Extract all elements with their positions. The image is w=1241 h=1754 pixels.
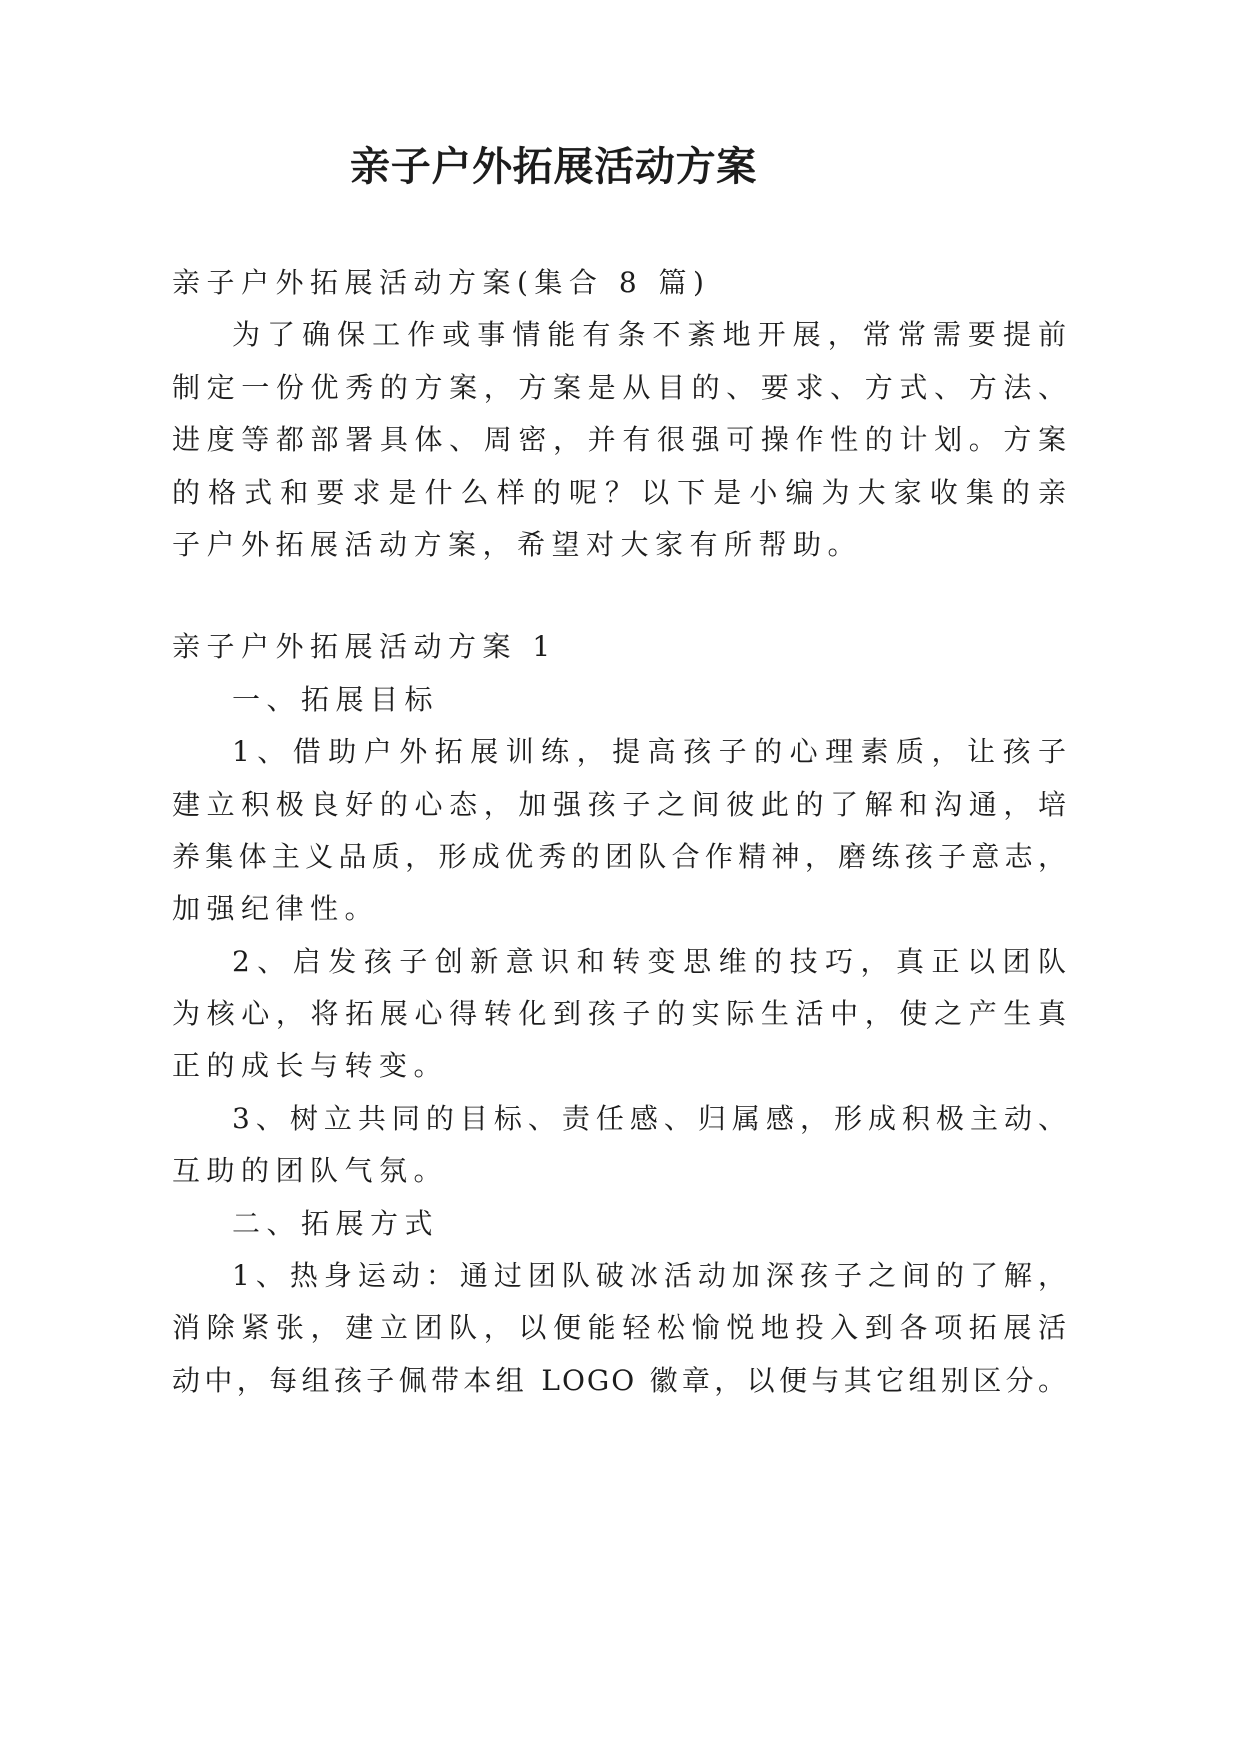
body-line: 3、树立共同的目标、责任感、归属感，形成积极主动、 xyxy=(232,1101,1068,1135)
body-line: 互助的团队气氛。 xyxy=(172,1154,449,1188)
subsection-heading: 一、拓展目标 xyxy=(232,682,440,716)
intro-line: 子户外拓展活动方案，希望对大家有所帮助。 xyxy=(172,527,863,561)
body-line: 建立积极良好的心态，加强孩子之间彼此的了解和沟通，培 xyxy=(172,787,1068,821)
intro-line: 进度等都部署具体、周密，并有很强可操作性的计划。方案 xyxy=(172,423,1068,457)
body-line: 正的成长与转变。 xyxy=(172,1049,449,1083)
intro-line: 为了确保工作或事情能有条不紊地开展，常常需要提前 xyxy=(232,318,1068,352)
body-line: 养集体主义品质，形成优秀的团队合作精神，磨练孩子意志， xyxy=(172,839,1068,873)
paragraph-spacer xyxy=(172,571,1068,621)
collection-title: 亲子户外拓展活动方案(集合 8 篇) xyxy=(172,266,711,299)
body-line: 2、启发孩子创新意识和转变思维的技巧，真正以团队 xyxy=(232,944,1068,978)
body-line: 消除紧张，建立团队，以便能轻松愉悦地投入到各项拓展活 xyxy=(172,1311,1068,1345)
intro-line: 的格式和要求是什么样的呢？以下是小编为大家收集的亲 xyxy=(172,475,1068,509)
subsection-heading: 二、拓展方式 xyxy=(232,1206,440,1240)
body-line: 1、热身运动：通过团队破冰活动加深孩子之间的了解， xyxy=(232,1259,1068,1293)
intro-line: 制定一份优秀的方案，方案是从目的、要求、方式、方法、 xyxy=(172,370,1068,404)
body-line: 加强纪律性。 xyxy=(172,892,380,926)
body-line: 1、借助户外拓展训练，提高孩子的心理素质，让孩子 xyxy=(232,735,1068,769)
body-line: 为核心，将拓展心得转化到孩子的实际生活中，使之产生真 xyxy=(172,997,1068,1031)
body-line: 动中，每组孩子佩带本组 LOGO 徽章，以便与其它组别区分。 xyxy=(172,1363,1068,1397)
document-title: 亲子户外拓展活动方案 xyxy=(350,143,757,190)
section-heading: 亲子户外拓展活动方案 1 xyxy=(172,630,557,664)
document-body xyxy=(172,257,1068,1407)
